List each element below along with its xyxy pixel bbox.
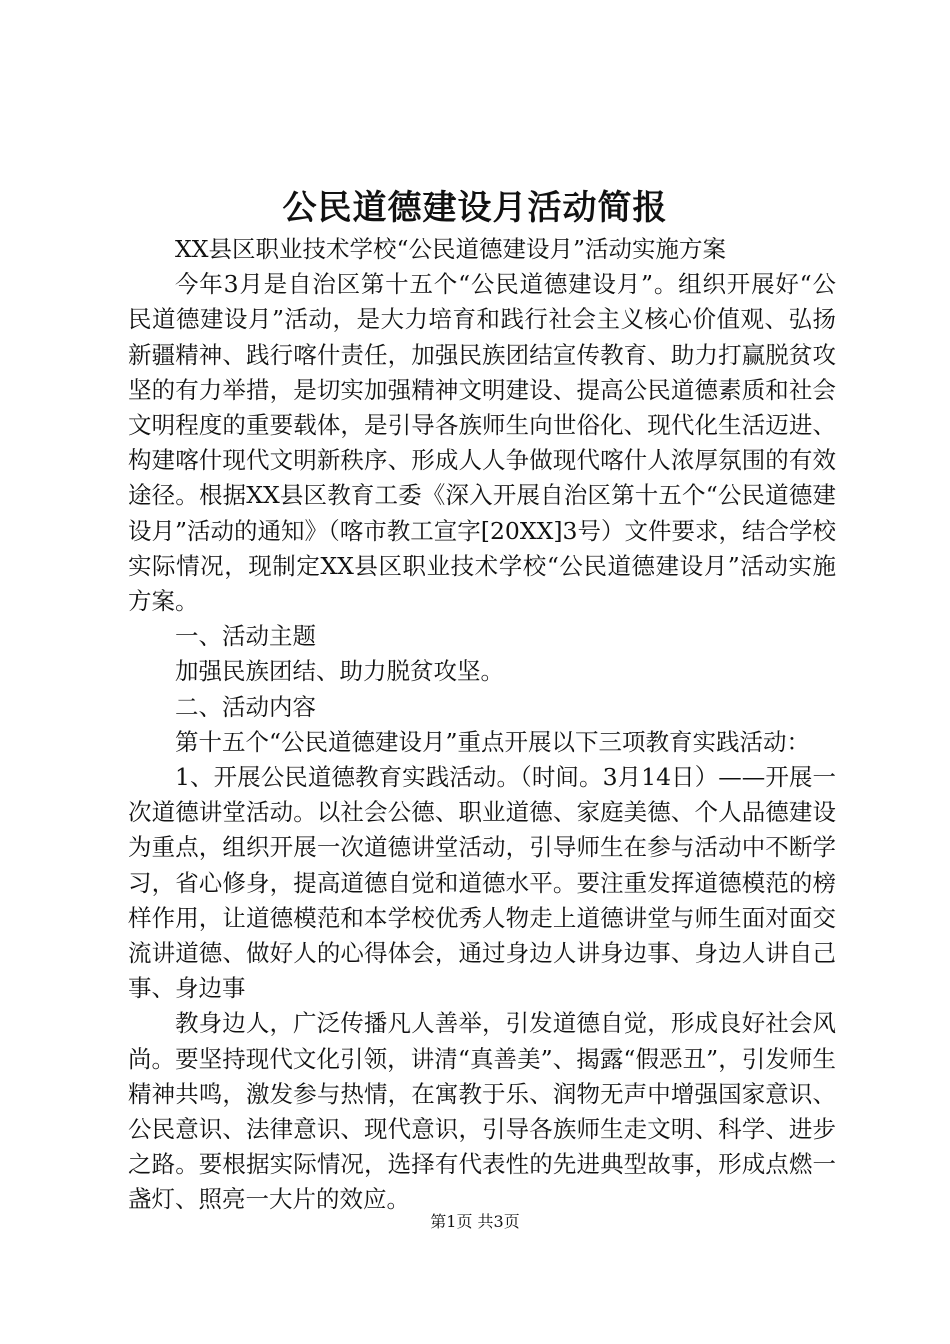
activity-1-continued-paragraph: 教身边人，广泛传播凡人善举，引发道德自觉，形成良好社会风尚。要坚持现代文化引领，讲清“真善美”、揭露“假恶丑”，引发师生精神共鸣，激发参与热情，在寓教于乐、润物无声中增强国家意识、公民意识、法律意识、现代意识，引导各族师生走文明、科学、进步之路。要根据实际情况，选择有代表性的先进典型故事，形成点燃一盏灯、照亮一大片的效应。 [128,1009,836,1214]
section-heading-theme: 一、活动主题 [175,622,316,651]
plan-heading-paragraph: XX县区职业技术学校“公民道德建设月”活动实施方案 [175,235,726,263]
page-footer: 第1页 共3页 [430,1212,520,1231]
document-body [128,232,836,1218]
section-heading-content: 二、活动内容 [175,692,316,721]
theme-paragraph: 加强民族团结、助力脱贫攻坚。 [175,657,504,686]
document-title: 公民道德建设月活动简报 [282,188,668,228]
activity-1-paragraph: 1、开展公民道德教育实践活动。（时间。3月14日）——开展一次道德讲堂活动。以社会公德、职业道德、家庭美德、个人品德建设为重点，组织开展一次道德讲堂活动，引导师生在参与活动中不断学习，省心修身，提高道德自觉和道德水平。要注重发挥道德模范的榜样作用，让道德模范和本学校优秀人物走上道德讲堂与师生面对面交流讲道德、做好人的心得体会，通过身边人讲身边事、身边人讲自己事、身边事 [128,763,836,1003]
content-intro-paragraph: 第十五个“公民道德建设月”重点开展以下三项教育实践活动： [175,727,811,756]
intro-paragraph: 今年3月是自治区第十五个“公民道德建设月”。组织开展好“公民道德建设月”活动，是大力培育和践行社会主义核心价值观、弘扬新疆精神、践行喀什责任，加强民族团结宣传教育、助力打赢脱贫攻坚的有力举措，是切实加强精神文明建设、提高公民道德素质和社会文明程度的重要载体，是引导各族师生向世俗化、现代化生活迈进、构建喀什现代文明新秩序、形成人人争做现代喀什人浓厚氛围的有效途径。根据XX县区教育工委《深入开展自治区第十五个“公民道德建设月”活动的通知》（喀市教工宣字[20XX]3号）文件要求，结合学校实际情况，现制定XX县区职业技术学校“公民道德建设月”活动实施方案。 [128,270,836,616]
